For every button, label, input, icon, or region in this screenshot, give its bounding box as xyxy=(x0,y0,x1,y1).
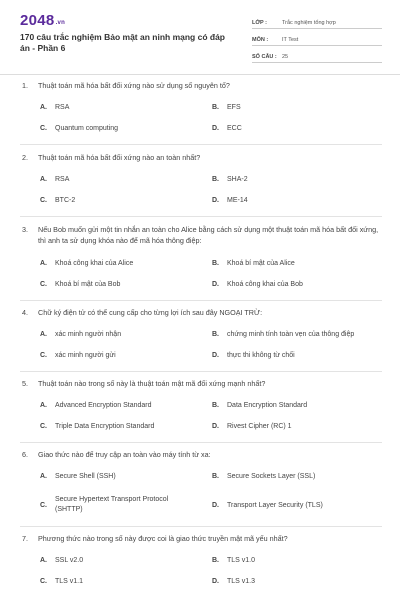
option-letter: A. xyxy=(40,557,47,564)
option-letter: B. xyxy=(212,473,219,480)
option-letter: A. xyxy=(40,402,47,409)
option-text: Transport Layer Security (TLS) xyxy=(227,502,323,509)
option-letter: C. xyxy=(40,502,47,509)
option-letter: A. xyxy=(40,176,47,183)
option-letter: C. xyxy=(40,352,47,359)
question-number: 6. xyxy=(22,450,28,459)
option-letter: A. xyxy=(40,104,47,111)
question-number: 1. xyxy=(22,81,28,90)
option-text: BTC-2 xyxy=(55,197,76,204)
question-text: Chữ ký điện tử có thể cung cấp cho từng lợi ích sau đây NGOẠI TRỪ: xyxy=(38,308,263,317)
divider xyxy=(20,442,382,443)
divider xyxy=(20,300,382,301)
option-letter: A. xyxy=(40,473,47,480)
option-text: ME-14 xyxy=(227,197,248,204)
question-number: 3. xyxy=(22,225,28,234)
option-letter: D. xyxy=(212,281,219,288)
option-letter: C. xyxy=(40,125,47,132)
question-number: 5. xyxy=(22,379,28,388)
option-text: Data Encryption Standard xyxy=(227,402,308,409)
option-letter: B. xyxy=(212,104,219,111)
question-3 xyxy=(22,224,382,246)
option-letter: D. xyxy=(212,125,219,132)
option-text: Secure Hypertext Transport Protocol (SHTTP) xyxy=(55,496,169,513)
divider xyxy=(20,216,382,217)
option-letter: B. xyxy=(212,557,219,564)
question-number: 7. xyxy=(22,534,28,543)
question-number: 2. xyxy=(22,153,28,162)
option-text: Khoá công khai của Alice xyxy=(55,260,134,267)
meta-row-class xyxy=(252,12,382,29)
question-5 xyxy=(22,378,382,389)
option-letter: A. xyxy=(40,260,47,267)
option-letter: C. xyxy=(40,578,47,585)
question-4 xyxy=(22,307,382,318)
question-text: Nếu Bob muốn gửi một tin nhắn an toàn cho Alice bằng cách sử dụng một thuật toán mã hóa bất đối xứng, thì anh ta sử dụng khóa nào để mã hóa thông điệp: xyxy=(38,225,379,245)
document-title: 170 câu trắc nghiệm Bảo mật an ninh mạng có đáp án - Phần 6 xyxy=(20,32,225,53)
option-text: ECC xyxy=(227,125,242,132)
question-number: 4. xyxy=(22,308,28,317)
option-text: EFS xyxy=(227,104,241,111)
document-header xyxy=(0,0,400,75)
option-text: SSL v2.0 xyxy=(55,557,84,564)
option-letter: D. xyxy=(212,502,219,509)
option-text: Secure Sockets Layer (SSL) xyxy=(227,473,316,480)
option-text: RSA xyxy=(55,104,70,111)
question-text: Thuật toán mã hóa bất đối xứng nào sử dụng số nguyên tố? xyxy=(38,81,230,90)
site-logo[interactable] xyxy=(20,12,65,29)
logo-text: 2048 xyxy=(20,12,55,29)
option-letter: B. xyxy=(212,331,219,338)
option-text: Secure Shell (SSH) xyxy=(55,473,116,480)
meta-value: 25 xyxy=(282,54,289,60)
option-letter: B. xyxy=(212,402,219,409)
option-letter: B. xyxy=(212,260,219,267)
option-letter: C. xyxy=(40,197,47,204)
question-text: Giao thức nào để truy cập an toàn vào máy tính từ xa: xyxy=(38,450,211,459)
meta-row-subject xyxy=(252,29,382,46)
meta-key: MÔN : xyxy=(252,37,269,43)
option-text: TLS v1.1 xyxy=(55,578,84,585)
option-text: Khoá bí mật của Bob xyxy=(55,281,121,288)
option-text: chứng minh tính toàn vẹn của thông điệp xyxy=(227,331,355,338)
divider xyxy=(20,526,382,527)
question-text: Phương thức nào trong số này được coi là giao thức truyền mật mã yếu nhất? xyxy=(38,534,288,543)
meta-value: IT Test xyxy=(282,37,299,43)
option-text: TLS v1.3 xyxy=(227,578,256,585)
option-text: Khoá bí mật của Alice xyxy=(227,260,295,267)
option-text: xác minh người gửi xyxy=(55,352,116,359)
meta-table xyxy=(252,12,382,63)
divider xyxy=(20,371,382,372)
option-letter: C. xyxy=(40,281,47,288)
option-letter: D. xyxy=(212,423,219,430)
question-text: Thuật toán mã hóa bất đối xứng nào an toàn nhất? xyxy=(38,153,201,162)
option-text: Triple Data Encryption Standard xyxy=(55,423,155,430)
question-2 xyxy=(22,152,382,163)
meta-key: SỐ CÂU : xyxy=(252,54,277,60)
meta-row-count xyxy=(252,46,382,63)
option-letter: D. xyxy=(212,352,219,359)
question-1 xyxy=(22,80,382,91)
option-letter: A. xyxy=(40,331,47,338)
option-letter: C. xyxy=(40,423,47,430)
question-6 xyxy=(22,449,382,460)
option-text: SHA-2 xyxy=(227,176,248,183)
meta-key: LỚP : xyxy=(252,20,267,26)
option-text: Quantum computing xyxy=(55,125,119,132)
divider xyxy=(20,144,382,145)
option-text: TLS v1.0 xyxy=(227,557,256,564)
option-text: Advanced Encryption Standard xyxy=(55,402,152,409)
option-text: Rivest Cipher (RC) 1 xyxy=(227,423,292,430)
logo-suffix: .vn xyxy=(55,20,66,26)
option-letter: B. xyxy=(212,176,219,183)
question-7 xyxy=(22,533,382,544)
question-text: Thuật toán nào trong số này là thuật toán mật mã đối xứng mạnh nhất? xyxy=(38,379,266,388)
option-letter: D. xyxy=(212,197,219,204)
option-text: RSA xyxy=(55,176,70,183)
option-text: xác minh người nhận xyxy=(55,331,122,338)
option-text: Khoá công khai của Bob xyxy=(227,281,303,288)
option-letter: D. xyxy=(212,578,219,585)
option-text: thực thi không từ chối xyxy=(227,352,295,359)
meta-value: Trắc nghiệm tổng hợp xyxy=(282,20,336,26)
